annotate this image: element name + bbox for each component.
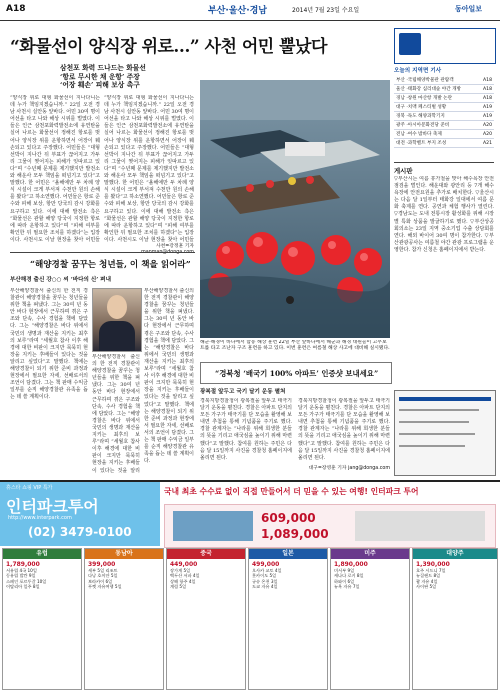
featured-image	[173, 511, 253, 541]
featured-price-2: 1,089,000	[261, 527, 329, 541]
channel-logo-icon	[399, 33, 421, 55]
table-row[interactable]: 대구 ·치맥 페스티벌 성황 A19	[396, 104, 492, 110]
opinion-body-col3: 부산해양경찰서 출신의 한 전직 경찰관이 해양경찰을 꿈꾸는 청년들을 위한 책을 펴냈다. 그는 30여 년 동안 바다 현장에서 근무하며 겪은 구조와 단속, 수사 경험을 책에 담았다. 그는 “해양경찰은 바다 위에서 국민의 생명과 재산을 지키는 최후의 보루”라며 “세월호 참사 이후 해경에 대한 비판이 크지만 묵묵히 현장을 지키는 후배들이 있다는 것을 알리	[92, 354, 140, 473]
table-row[interactable]: 울산 ·태화강 십리대숲 야간 개방 A18	[396, 86, 492, 92]
ad-category-oceania[interactable]: 대양주 1,390,000 호주 시드니 7일 뉴질랜드 8일 괌 자유 4일 사이판 5일	[412, 548, 498, 690]
story2-heading-box	[200, 362, 392, 384]
subhead-line: 삼천포 화력 드나드는 화물선	[60, 64, 146, 72]
notice-title: 게시판	[394, 167, 413, 175]
story2-subhead: 광복절 앞두고 국기 달기 운동 펼쳐	[200, 389, 286, 395]
table-row[interactable]: 경남 ·창원 마산항 개발 논란 A18	[396, 95, 492, 101]
table-row[interactable]: 부산 ·국립해양박물관 관람객 A18	[396, 77, 492, 83]
subhead-line: ‘어장 훼손’ 피해 보상 촉구	[60, 81, 140, 89]
author-photo	[92, 288, 142, 352]
story2-byline: 대구=장영훈 기자 jang@donga.com	[308, 466, 390, 471]
featured-price: 609,000	[261, 511, 316, 525]
opinion-subhead: 부산해경 출신 강○○ 씨 ‘바다의 신’ 펴내	[10, 277, 111, 283]
article-byline: 사천=강정훈 기자	[156, 244, 194, 249]
ad-url[interactable]: http://www.interpark.com	[8, 515, 72, 521]
ad-brand: 인터파크투어	[6, 497, 99, 516]
article-subheads	[60, 64, 180, 90]
table-row[interactable]: 경북 ·독도 해양과학기지 A19	[396, 113, 492, 119]
ad-brand-panel	[0, 482, 160, 546]
table-row[interactable]: 대전 ·과학벨트 부지 조성 A21	[396, 140, 492, 146]
ad-promo: 국내 최초 수수료 없이 직접 만들어서 더 믿을 수 있는 여행! 인터파크 투어	[164, 487, 419, 496]
channel-box	[394, 28, 496, 64]
brand-logo: 동아일보	[455, 5, 483, 13]
opinion-body-col1: 부산해양경찰서 출신의 한 전직 경찰관이 해양경찰을 꿈꾸는 청년들을 위한 책을 펴냈다. 그는 30여 년 동안 바다 현장에서 근무하며 겪은 구조와 단속, 수사 경험을 책에 담았다. 그는 “해양경찰은 바다 위에서 국민의 생명과 재산을 지키는 최후의 보루”라며 “세월호 참사 이후 해경에 대한 비판이 크지만 묵묵히 현장을 지키는 후배들이 있다는 것을 알리고 싶었다”고 말했다. 책에는 해양경찰이 되기 위한 준비 과정과 현장에서 필요한 자세, 선배로서의 조언이 담겼다. 그는 책 판매 수익금 일부를 순직 해양경찰관 유족을 돕는 데 쓸 계획이다.	[10, 288, 88, 401]
page-number: A18	[6, 4, 26, 14]
divider	[10, 252, 195, 253]
table-row[interactable]: 광주 ·아시아문화전당 준비 A20	[396, 122, 492, 128]
section-title: 부산·울산·경남	[208, 6, 268, 16]
ad-category-southeast-asia[interactable]: 동남아 399,000 세부 5일 리조트 다낭 호이안 5일 보라카이 6일 푸껫 자유여행 5일	[84, 548, 164, 690]
ad-featured[interactable]	[164, 504, 496, 548]
photo-caption: 해군·해경이 바다에서 합동 해상 훈련 22일 부산 앞바다에서 해군과 해경 대원들이 고무보트를 타고 조난자 구조 훈련을 하고 있다. 이번 훈련은 여름철 해상 사고에 대비해 실시됐다.	[200, 340, 390, 352]
index-title: 오늘의 지역면 기사	[394, 68, 442, 74]
story2-body-col1: 경북지방경찰청이 광복절을 앞두고 태극기 달기 운동을 펼친다. 경찰은 아파트 단지의 모든 가구가 태극기를 단 모습을 촬영해 보내면 추첨을 통해 기념품을 주기로 했다. 경찰 관계자는 “나라를 위해 희생한 분들의 뜻을 기리고 애국심을 높이기 위해 마련했다”고 말했다. 참여를 원하는 주민은 다음 달 15일까지 사진을 경찰청 홈페이지에 올리면 된다.	[200, 398, 292, 461]
ad-category-china[interactable]: 중국 449,000 장가계 5일 백두산 서파 4일 상해 항주 4일 계림 5일	[166, 548, 246, 690]
region-index	[394, 66, 494, 148]
sea-rescue-photo	[200, 80, 390, 338]
ad-phone[interactable]: (02) 3479-0100	[28, 525, 132, 539]
divider	[394, 162, 494, 163]
issue-info: 2014년 7월 23일 수요일	[292, 7, 360, 14]
contact-box	[394, 390, 496, 476]
table-row[interactable]: 전남 ·여수 밤바다 축제 A20	[396, 131, 492, 137]
news-photo	[200, 80, 390, 338]
opinion-heading: “해양경찰 꿈꾸는 청년들, 이 책을 읽어라”	[30, 260, 191, 270]
notice-body: ▽부산시는 여름 휴가철을 맞아 해수욕장 안전 점검을 벌인다. 해운대와 광안리 등 7개 해수욕장에 안전요원을 추가로 배치한다. ▽울산시는 다음 달 1일부터 태화강 일대에서 여름 문화 축제를 연다. 공연과 체험 행사가 열린다. ▽경남도는 도내 전통시장 활성화를 위해 시장별 특화 상품을 발굴하기로 했다. ▽부산상공회의소는 23일 지역 중소기업 수출 상담회를 연다. 해외 바이어 30여 명이 참가한다. ▽부산관광공사는 여름철 야간 관광 프로그램을 운영한다. 참가 신청은 홈페이지에서 받는다.	[394, 176, 494, 253]
ad-category-europe[interactable]: 유럽 1,789,000 서유럽 4국 10일 동유럽 발칸 9일 스페인 포르투갈 10일 이탈리아 일주 8일	[2, 548, 82, 690]
opinion-body-col2: 부산해양경찰서 출신의 한 전직 경찰관이 해양경찰을 꿈꾸는 청년들을 위한 책을 펴냈다. 그는 30여 년 동안 바다 현장에서 근무하며 겪은 구조와 단속, 수사 경험을 책에 담았다. 그는 “해양경찰은 바다 위에서 국민의 생명과 재산을 지키는 최후의 보루”라며 “세월호 참사 이후 해경에 대한 비판이 크지만 묵묵히 현장을 지키는 후배들이 있다는 것을 알리고 싶었다”고 말했다. 책에는 해양경찰이 되기 위한 준비 과정과 현장에서 필요한 자세, 선배로서의 조언이 담겼다. 그는 책 판매 수익금 일부를 순직 해양경찰관 유족을 돕는 데 쓸 계획이다.	[144, 288, 194, 465]
article-body-col1: “양식장 위로 대형 화물선이 지나다니는데 누가 책임지겠습니까.” 22일 오전 경남 사천시 실안동 앞바다. 어민 30여 명이 어선을 타고 나와 해상 시위를 벌였다. 이들은 인근 삼천포화력발전소에 유연탄을 실어 나르는 화물선이 정해진 항로를 벗어나 양식장 위를 운항하면서 어장이 훼손되고 있다고 주장했다. 어민들은 “대형 선박이 지나간 뒤 부표가 끊어지고 가두리 그물이 찢어지는 피해가 잇따르고 있다”며 “수년째 문제를 제기했지만 발전소와 해운사 모두 책임을 떠넘기고 있다”고 말했다. 한 어민은 “올해에만 두 차례 양식 시설이 크게 부서져 수천만 원의 손해를 봤다”고 하소연했다. 어민들은 항로 준수와 피해 보상, 항만 당국의 감시 강화를 요구하고 있다. 이에 대해 발전소 측은 “화물선은 관할 해양 당국이 지정한 항로에 따라 운항하고 있다”며 “피해 여부를 확인한 뒤 필요한 조치를 하겠다”는 입장이다. 사천시도 이날 현장을 찾아 어민들	[10, 95, 100, 243]
ad-banner-top: 휴스타 쇼핑 VIP 특가	[6, 485, 53, 491]
index-table	[394, 76, 494, 148]
ad-category-america[interactable]: 미주 1,890,000 미서부 9일 캐나다 로키 8일 하와이 6일 뉴욕 자유 7일	[330, 548, 410, 690]
story2-body-col2: 경북지방경찰청이 광복절을 앞두고 태극기 달기 운동을 펼친다. 경찰은 아파트 단지의 모든 가구가 태극기를 단 모습을 촬영해 보내면 추첨을 통해 기념품을 주기로 했다. 경찰 관계자는 “나라를 위해 희생한 분들의 뜻을 기리고 애국심을 높이기 위해 마련했다”고 말했다. 참여를 원하는 주민은 다음 달 15일까지 사진을 경찰청 홈페이지에 올리면 된다.	[298, 398, 390, 461]
article-body-col2: “양식장 위로 대형 화물선이 지나다니는데 누가 책임지겠습니까.” 22일 오전 경남 사천시 실안동 앞바다. 어민 30여 명이 어선을 타고 나와 해상 시위를 벌였다. 이들은 인근 삼천포화력발전소에 유연탄을 실어 나르는 화물선이 정해진 항로를 벗어나 양식장 위를 운항하면서 어장이 훼손되고 있다고 주장했다. 어민들은 “대형 선박이 지나간 뒤 부표가 끊어지고 가두리 그물이 찢어지는 피해가 잇따르고 있다”며 “수년째 문제를 제기했지만 발전소와 해운사 모두 책임을 떠넘기고 있다”고 말했다. 한 어민은 “올해에만 두 차례 양식 시설이 크게 부서져 수천만 원의 손해를 봤다”고 하소연했다. 어민들은 항로 준수와 피해 보상, 항만 당국의 감시 강화를 요구하고 있다. 이에 대해 발전소 측은 “화물선은 관할 해양 당국이 지정한 항로에 따라 운항하고 있다”며 “피해 여부를 확인한 뒤 필요한 조치를 하겠다”는 입장이다. 사천시도 이날 현장을 찾아 어민들	[104, 95, 194, 243]
main-headline: “화물선이 양식장 위로…” 사천 어민 뿔났다	[10, 37, 327, 57]
subhead-line: ‘항로 무시한 채 운항’ 주장	[60, 72, 140, 81]
story2-heading: “경북청 ‘배국기 100% 아파트’ 인증샷 보내세요”	[215, 369, 379, 378]
ad-category-japan[interactable]: 일본 499,000 오사카 교토 4일 홋카이도 5일 규슈 온천 3일 도쿄 자유 4일	[248, 548, 328, 690]
page-header	[0, 0, 500, 21]
featured-image	[355, 511, 485, 541]
